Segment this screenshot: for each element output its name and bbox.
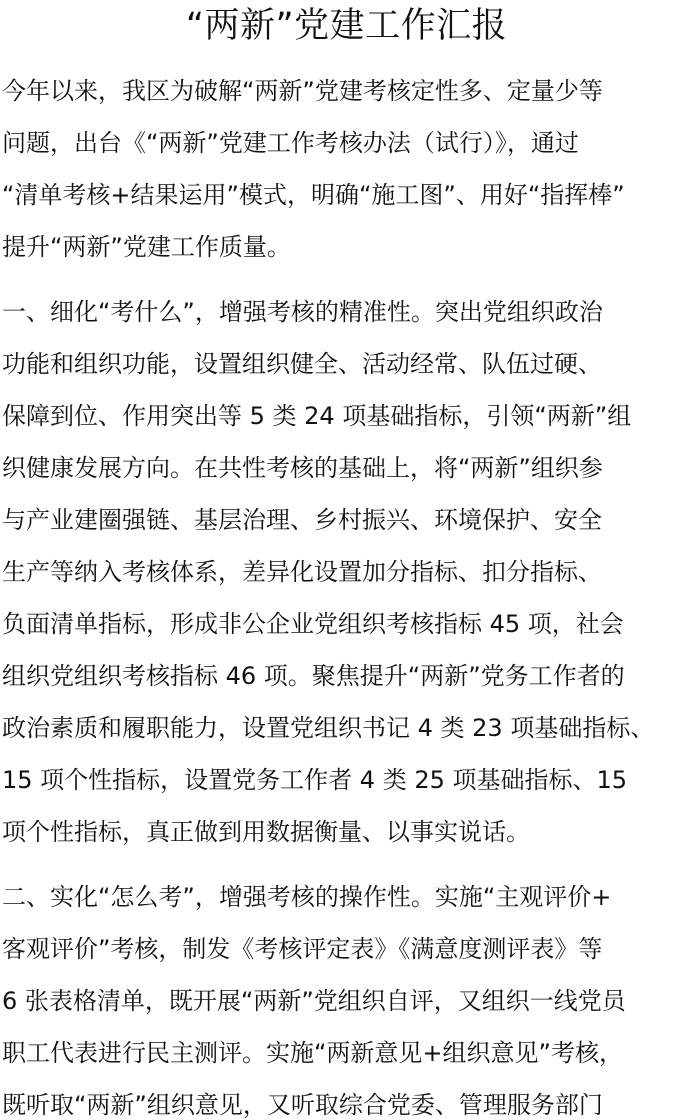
paragraph-2-line-5: 与产业建圈强链、基层治理、乡村振兴、环境保护、安全 (2, 506, 602, 534)
paragraph-3-line-2: 客观评价”考核，制发《考核评定表》《满意度测评表》等 (2, 935, 603, 963)
paragraph-1-line-2: 问题，出台《“两新”党建工作考核办法（试行）》，通过 (2, 129, 579, 157)
paragraph-1-line-1: 今年以来，我区为破解“两新”党建考核定性多、定量少等 (2, 77, 603, 105)
paragraph-3-line-4: 职工代表进行民主测评。实施“两新意见+组织意见”考核， (2, 1039, 623, 1067)
paragraph-3-line-3: 6 张表格清单，既开展“两新”党组织自评，又组织一线党员 (2, 987, 626, 1015)
paragraph-2-line-7: 负面清单指标，形成非公企业党组织考核指标 45 项，社会 (2, 610, 624, 638)
paragraph-2-line-9: 政治素质和履职能力，设置党组织书记 4 类 23 项基础指标、 (2, 714, 655, 742)
paragraph-2-line-11: 项个性指标，真正做到用数据衡量、以事实说话。 (2, 818, 530, 846)
paragraph-2-line-1: 一、细化“考什么”，增强考核的精准性。突出党组织政治 (2, 298, 603, 326)
paragraph-2-line-2: 功能和组织功能，设置组织健全、活动经常、队伍过硬、 (2, 350, 602, 378)
paragraph-3-line-5: 既听取“两新”组织意见，又听取综合党委、管理服务部门 (2, 1091, 603, 1119)
paragraph-2-line-10: 15 项个性指标，设置党务工作者 4 类 25 项基础指标、15 (2, 766, 628, 794)
document-title: “两新”党建工作汇报 (185, 6, 508, 46)
paragraph-1-line-4: 提升“两新”党建工作质量。 (2, 233, 291, 261)
paragraph-2-line-6: 生产等纳入考核体系，差异化设置加分指标、扣分指标、 (2, 558, 602, 586)
paragraph-2-line-8: 组织党组织考核指标 46 项。聚焦提升“两新”党务工作者的 (2, 662, 625, 690)
paragraph-2-line-3: 保障到位、作用突出等 5 类 24 项基础指标，引领“两新”组 (2, 402, 632, 430)
paragraph-3-line-1: 二、实化“怎么考”，增强考核的操作性。实施“主观评价+ (2, 883, 612, 911)
paragraph-1-line-3: “清单考核+结果运用”模式，明确“施工图”、用好“指挥棒” (2, 181, 625, 209)
paragraph-2-line-4: 织健康发展方向。在共性考核的基础上，将“两新”组织参 (2, 454, 603, 482)
